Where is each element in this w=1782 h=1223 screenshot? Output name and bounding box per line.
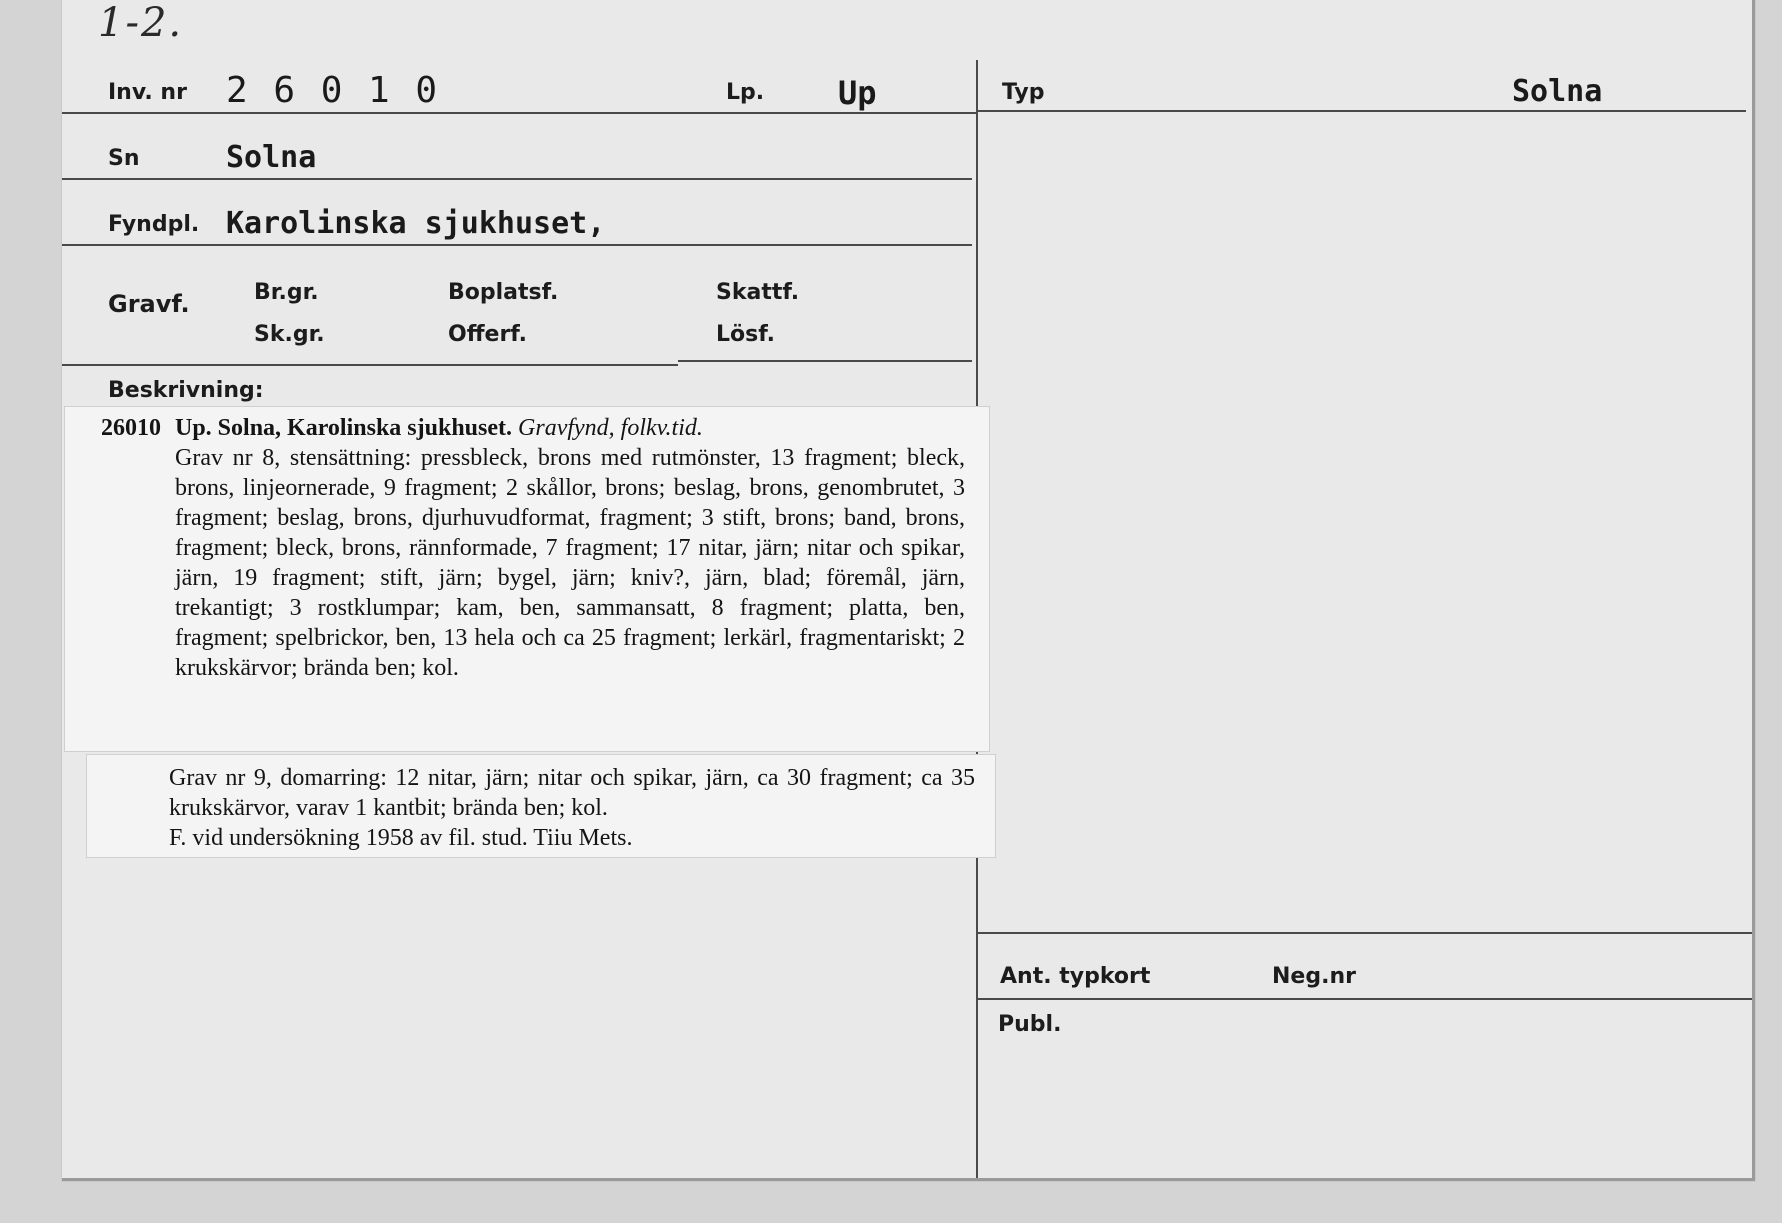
slip-2-body: Grav nr 9, domarring: 12 nitar, järn; nitar och spikar, järn, ca 30 fragment; ca 35 krukskärvor, varav 1 kantbit; brända ben; kol. — [169, 765, 975, 821]
rule-fyndpl — [62, 244, 972, 246]
description-slip-2 — [86, 754, 996, 858]
gravf-label: Gravf. — [108, 290, 190, 318]
rule-inv — [62, 112, 978, 114]
handwritten-note: 1-2. — [98, 0, 184, 46]
lp-value: Up — [838, 74, 877, 112]
rule-gravf-a — [62, 364, 678, 366]
lp-label: Lp. — [726, 80, 765, 105]
rule-ant-bottom — [978, 998, 1752, 1000]
slip-1-heading-bold: Up. Solna, Karolinska sjukhuset. — [175, 415, 513, 441]
inv-nr-label: Inv. nr — [108, 80, 187, 105]
inv-nr-value: 2 6 0 1 0 — [226, 70, 440, 111]
slip-1-heading-italic: Gravfynd, folkv.tid. — [518, 415, 703, 441]
skgr-label: Sk.gr. — [254, 322, 325, 347]
offerf-label: Offerf. — [448, 322, 528, 347]
fyndpl-label: Fyndpl. — [108, 212, 200, 237]
slip-1-heading — [175, 413, 965, 443]
slip-number: 26010 — [101, 415, 161, 441]
rule-typ — [978, 110, 1746, 112]
brgr-label: Br.gr. — [254, 280, 319, 305]
fyndpl-value: Karolinska sjukhuset, — [226, 206, 606, 241]
typ-value: Solna — [1512, 74, 1603, 109]
ant-typkort-label: Ant. typkort — [1000, 964, 1151, 989]
boplatsf-label: Boplatsf. — [448, 280, 559, 305]
slip-2-finder: F. vid undersökning 1958 av fil. stud. Tiiu Mets. — [169, 825, 633, 851]
neg-nr-label: Neg.nr — [1272, 964, 1356, 989]
slip-1-body: Grav nr 8, stensättning: pressbleck, brons med rutmönster, 13 fragment; bleck, brons, linjeornerade, 9 fragment; 2 skållor, brons; beslag, brons, genombrutet, 3 fragment; beslag, brons, djurhuvudformat, fragment; 3 stift, brons; band, brons, fragment; bleck, brons, rännformade, 7 fragment; 17 nitar, järn; nitar och spikar, järn, 19 fragment; stift, järn; bygel, järn; kniv?, järn, blad; föremål, järn, trekantigt; 3 rostklumpar; kam, ben, sammansatt, 8 fragment; platta, ben, fragment; spelbrickor, ben, 13 hela och ca 25 fragment; lerkärl, fragmentariskt; 2 krukskärvor; brända ben; kol. — [175, 445, 965, 681]
publ-label: Publ. — [998, 1012, 1062, 1037]
description-slip-1 — [64, 406, 990, 752]
rule-sn — [62, 178, 972, 180]
sn-label: Sn — [108, 146, 140, 171]
losf-label: Lösf. — [716, 322, 775, 347]
beskrivning-label: Beskrivning: — [108, 378, 264, 403]
typ-label: Typ — [1002, 80, 1045, 105]
skattf-label: Skattf. — [716, 280, 800, 305]
rule-ant-top — [978, 932, 1752, 934]
sn-value: Solna — [226, 140, 317, 175]
rule-gravf-b — [678, 360, 972, 362]
